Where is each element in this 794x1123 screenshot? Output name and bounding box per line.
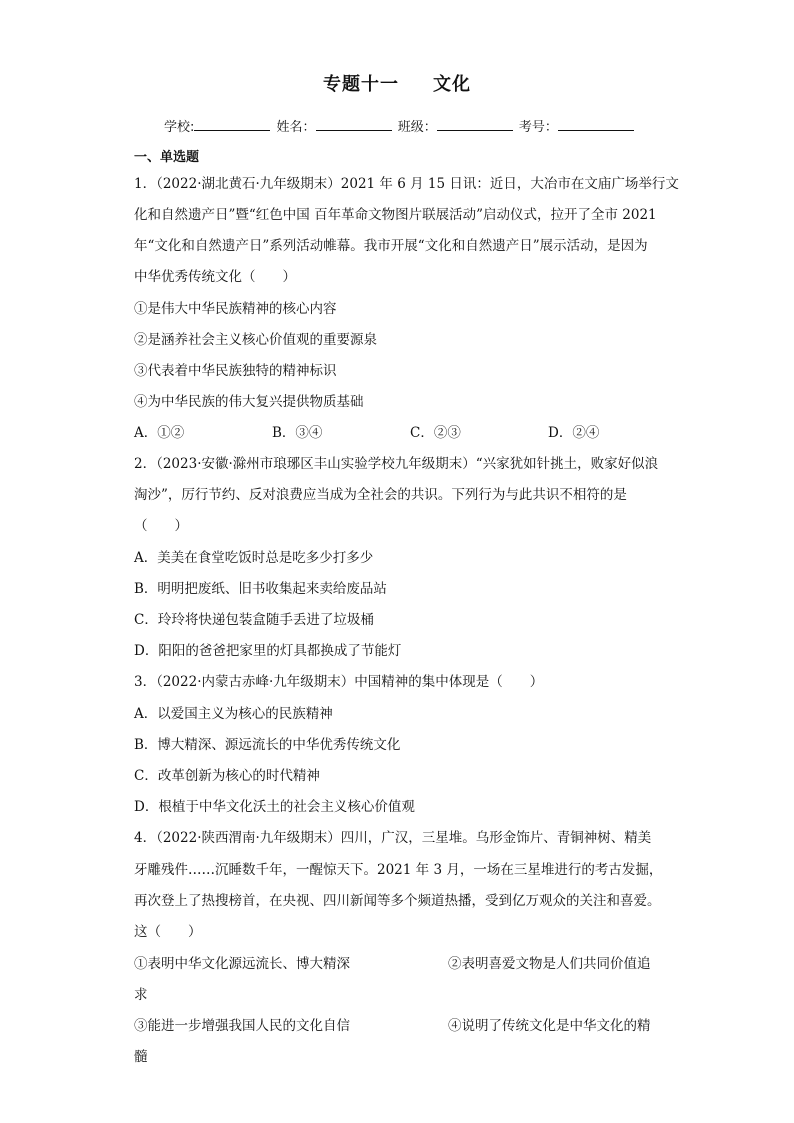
q3-option-a[interactable]: A．以爱国主义为核心的民族精神 — [134, 706, 333, 722]
page-title — [0, 70, 794, 96]
q1-item: ②是涵养社会主义核心价值观的重要源泉 — [134, 332, 377, 348]
q3-option-b[interactable]: B．博大精深、源远流长的中华优秀传统文化 — [134, 737, 401, 753]
section-heading: 一、单选题 — [134, 150, 200, 165]
q2-line: 2．（2023·安徽·滁州市琅琊区丰山实验学校九年级期末）“兴家犹如针挑土，败家好似浪 — [134, 456, 659, 472]
q1-option-a[interactable]: A．①② — [134, 425, 185, 441]
q2-option-a[interactable]: A．美美在食堂吃饭时总是吃多少打多少 — [134, 550, 374, 566]
q2-option-c[interactable]: C．玲玲将快递包装盒随手丢进了垃圾桶 — [134, 612, 374, 628]
q4-line: 4．（2022·陕西渭南·九年级期末）四川，广汉，三星堆。乌形金饰片、青铜神树、精美 — [134, 830, 652, 846]
title-topic: 专题十一 — [323, 74, 399, 95]
q4-line: 再次登上了热搜榜首，在央视、四川新闻等多个频道热播，受到亿万观众的关注和喜爱。 — [134, 893, 661, 909]
q4-line: 这（ ） — [134, 924, 202, 940]
q1-line: 1．（2022·湖北黄石·九年级期末）2021 年 6 月 15 日讯：近日，大冶市在文庙广场举行文 — [134, 176, 679, 192]
name-blank[interactable] — [316, 118, 392, 131]
q3-line: 3．（2022·内蒙古赤峰·九年级期末）中国精神的集中体现是（ ） — [134, 674, 544, 690]
exam-number-label: 考号： — [518, 120, 558, 135]
q3-option-c[interactable]: C．改革创新为核心的时代精神 — [134, 768, 320, 784]
q1-line: 化和自然遗产日”暨“红色中国 百年革命文物图片联展活动”启动仪式，拉开了全市 2021 — [134, 207, 657, 223]
q1-line: 年“文化和自然遗产日”系列活动帷幕。我市开展“文化和自然遗产日”展示活动，是因为 — [134, 238, 648, 254]
q1-option-b[interactable]: B．③④ — [272, 425, 323, 441]
q1-item: ③代表着中华民族独特的精神标识 — [134, 363, 337, 379]
q2-option-b[interactable]: B．明明把废纸、旧书收集起来卖给废品站 — [134, 581, 387, 597]
class-blank[interactable] — [437, 118, 513, 131]
exam-number-blank[interactable] — [558, 118, 634, 131]
title-subject: 文化 — [433, 74, 471, 95]
q3-option-d[interactable]: D．根植于中华文化沃土的社会主义核心价值观 — [134, 799, 415, 815]
q1-item: ④为中华民族的伟大复兴提供物质基础 — [134, 394, 364, 410]
q1-option-c[interactable]: C．②③ — [410, 425, 461, 441]
student-info-row — [164, 116, 636, 135]
q4-item-continued: 髓 — [134, 1049, 148, 1065]
q4-item: ③能进一步增强我国人民的文化自信 — [134, 1018, 350, 1034]
school-label: 学校: — [164, 120, 195, 135]
q1-item: ①是伟大中华民族精神的核心内容 — [134, 301, 337, 317]
q4-item: ②表明喜爱文物是人们共同价值追 — [448, 956, 651, 972]
q4-item-continued: 求 — [134, 987, 148, 1003]
q1-option-d[interactable]: D．②④ — [548, 425, 600, 441]
q2-line: 淘沙”，厉行节约、反对浪费应当成为全社会的共识。下列行为与此共识不相符的是 — [134, 487, 627, 503]
q4-line: 牙雕残件……沉睡数千年，一醒惊天下。2021 年 3 月，一场在三星堆进行的考古发掘， — [134, 862, 663, 878]
class-label: 班级： — [397, 120, 437, 135]
q2-line: （ ） — [134, 518, 188, 534]
q4-item: ①表明中华文化源远流长、博大精深 — [134, 956, 350, 972]
q1-line: 中华优秀传统文化（ ） — [134, 269, 296, 285]
q4-item: ④说明了传统文化是中华文化的精 — [448, 1018, 651, 1034]
q2-option-d[interactable]: D．阳阳的爸爸把家里的灯具都换成了节能灯 — [134, 643, 402, 659]
school-blank[interactable] — [194, 118, 270, 131]
name-label: 姓名： — [276, 120, 316, 135]
